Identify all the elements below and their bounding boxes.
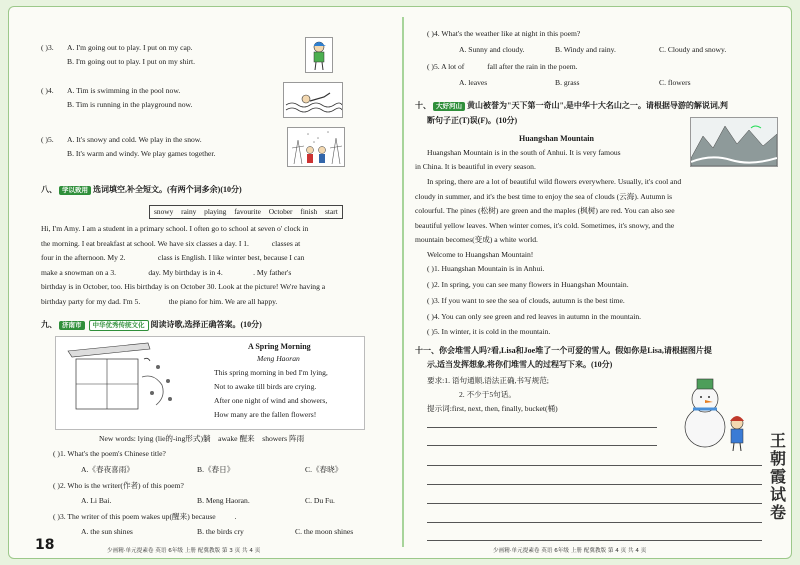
- poem-q2-option-c: C. Du Fu.: [305, 496, 335, 505]
- passage-line-1: Huangshan Mountain is in the south of Anhui. It is very famous: [427, 148, 621, 157]
- cloze-passage: [41, 222, 395, 309]
- left-footer: 少画精·单元提素卷 英语 6年级 上册 配冀教版 第 3 页 共 4 页: [107, 548, 261, 554]
- poem-q3-option-b: B. the birds cry: [197, 527, 244, 536]
- passage-line-2: in China. It is beautiful in every season.: [415, 162, 536, 171]
- passage-title: Huangshan Mountain: [519, 134, 594, 143]
- brand-watermark: 王朝霞试卷: [769, 431, 786, 522]
- poem-q4-option-c: C. Cloudy and snowy.: [659, 45, 727, 54]
- passage-line: Welcome to Huangshan Mountain!: [427, 249, 534, 259]
- passage-line: beautiful yellow leaves. When winter comes, it's cold. Sometimes, it's snowy, and the: [415, 220, 675, 230]
- huangshan-picture: [690, 117, 778, 167]
- section-8-number: 八、: [41, 185, 57, 194]
- cloze-line: birthday party for my dad. I'm 5. the piano for him. We are all happy.: [41, 296, 278, 306]
- poem-q3-option-c: C. the moon shines: [295, 527, 354, 536]
- poem-title: A Spring Morning: [248, 342, 311, 351]
- poem-q5-option-b: B. grass: [555, 78, 580, 87]
- passage-line: cloudy in summer, and it's the best time to enjoy the sea of clouds (云海). Autumn is: [415, 191, 673, 201]
- poem-q4-option-b: B. Windy and rainy.: [555, 45, 616, 54]
- question-5-option-a: A. It's snowy and cold. We play in the snow.: [67, 135, 202, 144]
- question-4-option-a: A. Tim is swimming in the pool now.: [67, 86, 181, 95]
- question-3-option-b: B. I'm going out to play. I put on my shirt.: [67, 57, 196, 66]
- cloze-line: Hi, I'm Amy. I am a student in a primary school. I often go to school at seven o' clock in: [41, 224, 309, 233]
- poem-q2-option-a: A. Li Bai.: [81, 496, 112, 505]
- passage-body: [415, 175, 785, 262]
- new-words: New words: lying (lie的-ing形式)躺 awake 醒来 showers 阵雨: [99, 434, 305, 443]
- left-page: [15, 7, 399, 558]
- tf-statement-3: ( )3. If you want to see the sea of clouds, autumn is the best time.: [427, 296, 625, 305]
- section-10-number: 十、: [415, 101, 431, 110]
- writing-line[interactable]: [427, 540, 762, 541]
- poem-question-4: ( )4. What's the weather like at night in this poem?: [427, 29, 581, 38]
- writing-hint-words: 提示词:first, next, then, finally, bucket(桶): [427, 404, 558, 413]
- section-11-number: 十一、: [415, 346, 439, 355]
- poem-q1-option-b: B.《春日》: [197, 465, 235, 474]
- question-4-option-b: B. Tim is running in the playground now.: [67, 100, 193, 109]
- cloze-line: the morning. I eat breakfast at school. We have six classes a day. I 1. classes at: [41, 238, 301, 248]
- writing-line[interactable]: [427, 465, 762, 466]
- question-5-number: ( )5.: [41, 135, 54, 144]
- swimming-picture: [283, 82, 343, 118]
- writing-requirement-1: 要求:1. 语句通顺,语法正确,书写规范;: [427, 376, 549, 385]
- tf-statement-2: ( )2. In spring, you can see many flowers in Huangshan Mountain.: [427, 280, 629, 289]
- writing-line[interactable]: [427, 445, 657, 446]
- section-8-title: 选词填空,补全短文。(有两个词多余)(10分): [93, 185, 242, 194]
- question-3-option-a: A. I'm going out to play. I put on my cap.: [67, 43, 193, 52]
- poem-author: Meng Haoran: [257, 354, 300, 363]
- poem-line-4: How many are the fallen flowers!: [214, 410, 317, 419]
- passage-line: colourful. The pines (松树) are green and the maples (枫树) are red. You can also see: [415, 206, 675, 215]
- tf-statement-4: ( )4. You can only see green and red leaves in autumn in the mountain.: [427, 312, 642, 321]
- exam-sheet: [8, 6, 792, 559]
- section-9-number: 九、: [41, 320, 57, 329]
- poem-q4-option-a: A. Sunny and cloudy.: [459, 45, 525, 54]
- passage-line: In spring, there are a lot of beautiful wild flowers everywhere. Usually, it's cool and: [427, 177, 682, 186]
- page-number: 18: [35, 537, 55, 553]
- poem-q3-option-a: A. the sun shines: [81, 527, 133, 536]
- right-page: [407, 7, 789, 558]
- poem-q2-option-b: B. Meng Haoran.: [197, 496, 250, 505]
- section-9-tag-2: 中华优秀传统文化: [89, 320, 149, 331]
- boy-with-cap-picture: [305, 37, 333, 73]
- section-11-heading: [415, 346, 712, 356]
- section-8-heading: [41, 185, 242, 195]
- passage-line: mountain becomes(变成) a white world.: [415, 235, 538, 244]
- page-divider: [402, 17, 404, 547]
- writing-line[interactable]: [427, 484, 762, 485]
- writing-line[interactable]: [427, 503, 762, 504]
- section-11-title-line-2: 示,适当发挥想象,将你们堆雪人的过程写下来。(10分): [427, 360, 613, 369]
- question-3-number: ( )3.: [41, 43, 54, 52]
- poem-q5-option-c: C. flowers: [659, 78, 691, 87]
- poem-question-2: ( )2. Who is the writer(作者) of this poem?: [53, 481, 184, 490]
- section-10-title: 黄山被誉为"天下第一奇山",是中华十大名山之一。请根据导游的解说词,判: [467, 101, 728, 110]
- snowy-day-picture: [287, 127, 345, 167]
- section-10-title-line-2: 断句子正(T)误(F)。(10分): [427, 116, 518, 125]
- cloze-line: make a snowman on a 3. day. My birthday is in 4. . My father's: [41, 267, 292, 277]
- word-bank: snowy rainy playing favourite October finish start: [149, 205, 343, 219]
- poem-illustration: [58, 337, 188, 427]
- tf-statement-1: ( )1. Huangshan Mountain is in Anhui.: [427, 264, 545, 273]
- poem-line-1: This spring morning in bed I'm lying,: [214, 368, 328, 377]
- poem-q1-option-c: C.《春晓》: [305, 465, 343, 474]
- poem-q5-option-a: A. leaves: [459, 78, 488, 87]
- cloze-line: birthday is in October, too. His birthday is on October 30. Look at the picture! We're having a: [41, 282, 326, 291]
- poem-question-5: ( )5. A lot of fall after the rain in the poem.: [427, 62, 578, 71]
- snowman-illustration: [673, 375, 755, 453]
- poem-question-1: ( )1. What's the poem's Chinese title?: [53, 449, 166, 458]
- question-4-number: ( )4.: [41, 86, 54, 95]
- poem-box: [55, 336, 365, 430]
- section-9-tag: 济南市: [59, 321, 85, 330]
- cloze-line: four in the afternoon. My 2. class is English. I like winter best, because I can: [41, 253, 305, 262]
- writing-line[interactable]: [427, 427, 657, 428]
- poem-q1-option-a: A.《春夜喜雨》: [81, 465, 134, 474]
- tf-statement-5: ( )5. In winter, it is cold in the mountain.: [427, 327, 551, 336]
- section-10-heading: [415, 101, 728, 111]
- right-footer: 少画精·单元提素卷 英语 6年级 上册 配冀教版 第 4 页 共 4 页: [493, 548, 647, 554]
- section-10-tag: 大好河山: [433, 102, 465, 111]
- writing-line[interactable]: [427, 522, 762, 523]
- poem-question-3: ( )3. The writer of this poem wakes up(醒来) because .: [53, 512, 237, 521]
- poem-line-3: After one night of wind and showers,: [214, 396, 328, 405]
- writing-requirement-2: 2. 不少于5句话。: [459, 390, 516, 399]
- section-11-title: 你会堆雪人吗?看,Lisa和Joe堆了一个可爱的雪人。假如你是Lisa,请根据图片提: [439, 346, 712, 355]
- section-9-heading: [41, 320, 262, 331]
- section-9-title: 阅读诗歌,选择正确答案。(10分): [150, 320, 262, 329]
- question-5-option-b: B. It's warm and windy. We play games together.: [67, 149, 216, 158]
- section-8-tag: 学以致用: [59, 186, 91, 195]
- poem-line-2: Not to awake till birds are crying.: [214, 382, 317, 391]
